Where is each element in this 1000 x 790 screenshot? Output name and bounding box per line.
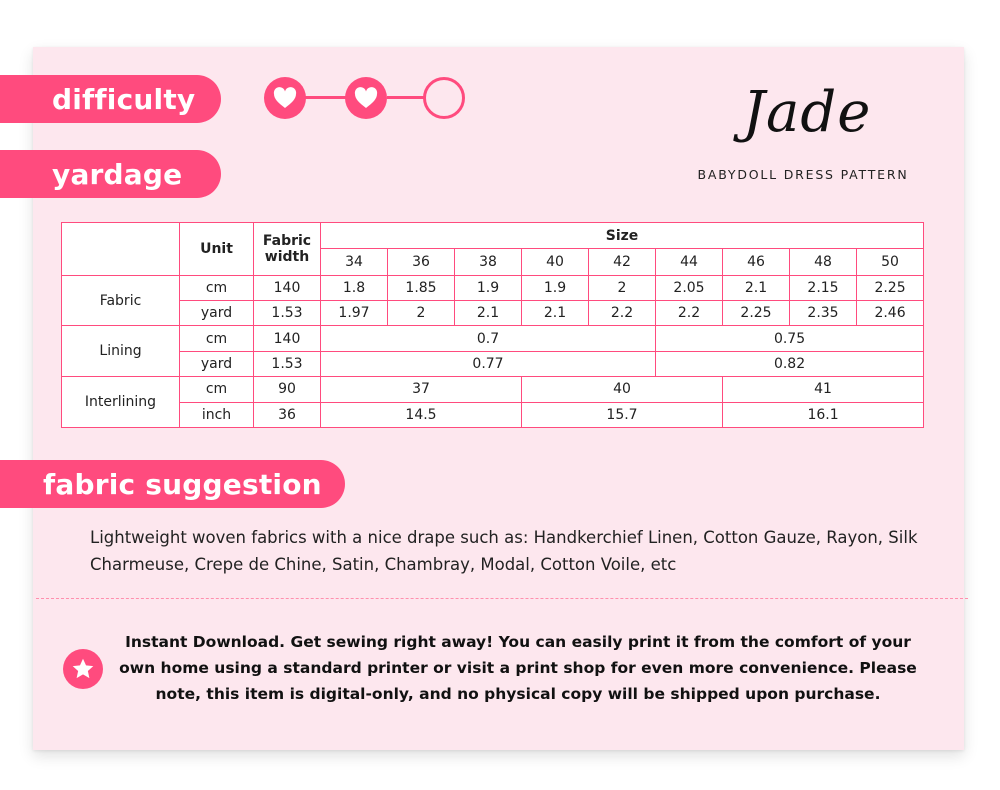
value-cell: 2.1 (455, 301, 522, 326)
value-cell: 2.35 (790, 301, 857, 326)
size-header: Size (321, 223, 924, 249)
width-cell: 140 (254, 326, 321, 351)
width-cell: 140 (254, 275, 321, 300)
size-cell: 44 (656, 249, 723, 275)
size-cell: 38 (455, 249, 522, 275)
value-cell: 15.7 (522, 402, 723, 427)
pattern-subtitle: BABYDOLL DRESS PATTERN (697, 167, 909, 182)
difficulty-level-1-heart-icon (264, 77, 306, 119)
unit-cell: cm (180, 326, 254, 351)
width-cell: 36 (254, 402, 321, 427)
difficulty-heading: difficulty (0, 75, 221, 123)
value-cell: 2.05 (656, 275, 723, 300)
value-cell: 2.46 (857, 301, 924, 326)
fabric-width-header-line1: Fabric (262, 232, 312, 249)
width-cell: 90 (254, 377, 321, 402)
unit-cell: yard (180, 351, 254, 376)
value-cell: 2 (589, 275, 656, 300)
table-row (62, 377, 924, 402)
table-row (62, 402, 924, 427)
value-cell: 0.75 (656, 326, 924, 351)
width-cell: 1.53 (254, 351, 321, 376)
material-name-cell: Interlining (62, 377, 180, 428)
yardage-table (61, 222, 924, 428)
heart-icon (273, 87, 297, 109)
value-cell: 0.82 (656, 351, 924, 376)
size-cell: 36 (388, 249, 455, 275)
width-cell: 1.53 (254, 301, 321, 326)
instant-download-notice: Instant Download. Get sewing right away! You can easily print it from the comfort of your own home using a standard printer or visit a print shop for even more convenience. Please note, this item is digital-only, and no physical copy will be shipped upon purchase. (119, 633, 917, 703)
value-cell: 0.7 (321, 326, 656, 351)
value-cell: 1.8 (321, 275, 388, 300)
table-row (62, 275, 924, 300)
table-row (62, 326, 924, 351)
value-cell: 40 (522, 377, 723, 402)
value-cell: 1.85 (388, 275, 455, 300)
value-cell: 0.77 (321, 351, 656, 376)
value-cell: 16.1 (723, 402, 924, 427)
yardage-heading: yardage (0, 150, 221, 198)
fabric-suggestion-text: Lightweight woven fabrics with a nice drape such as: Handkerchief Linen, Cotton Gauze, Rayon, Silk Charmeuse, Crepe de Chine, Satin, Chambray, Modal, Cotton Voile, etc (90, 528, 918, 574)
material-name-cell: Fabric (62, 275, 180, 326)
table-row (62, 351, 924, 376)
size-cell: 48 (790, 249, 857, 275)
value-cell: 2.1 (522, 301, 589, 326)
difficulty-level-3-empty-circle (423, 77, 465, 119)
value-cell: 2 (388, 301, 455, 326)
value-cell: 2.1 (723, 275, 790, 300)
value-cell: 2.15 (790, 275, 857, 300)
unit-cell: cm (180, 377, 254, 402)
material-name-cell: Lining (62, 326, 180, 377)
value-cell: 14.5 (321, 402, 522, 427)
unit-header: Unit (180, 223, 254, 276)
unit-cell: cm (180, 275, 254, 300)
value-cell: 2.25 (857, 275, 924, 300)
size-cell: 42 (589, 249, 656, 275)
star-icon (63, 649, 103, 689)
size-cell: 34 (321, 249, 388, 275)
value-cell: 41 (723, 377, 924, 402)
star-shape (70, 656, 96, 682)
pattern-title: Jade (742, 80, 872, 145)
size-cell: 40 (522, 249, 589, 275)
fabric-width-header (254, 223, 321, 276)
rating-connector (387, 96, 427, 99)
value-cell: 1.9 (455, 275, 522, 300)
dashed-divider (36, 598, 968, 599)
value-cell: 2.25 (723, 301, 790, 326)
value-cell: 37 (321, 377, 522, 402)
value-cell: 1.9 (522, 275, 589, 300)
size-cell: 50 (857, 249, 924, 275)
unit-cell: inch (180, 402, 254, 427)
rating-connector (305, 96, 347, 99)
fabric-width-header-line2: width (264, 248, 310, 265)
blank-corner-cell (62, 223, 180, 276)
heart-icon (354, 87, 378, 109)
value-cell: 1.97 (321, 301, 388, 326)
difficulty-level-2-heart-icon (345, 77, 387, 119)
fabric-suggestion-heading: fabric suggestion (0, 460, 345, 508)
value-cell: 2.2 (656, 301, 723, 326)
table-row (62, 301, 924, 326)
unit-cell: yard (180, 301, 254, 326)
table-header-row (62, 223, 924, 249)
size-cell: 46 (723, 249, 790, 275)
value-cell: 2.2 (589, 301, 656, 326)
